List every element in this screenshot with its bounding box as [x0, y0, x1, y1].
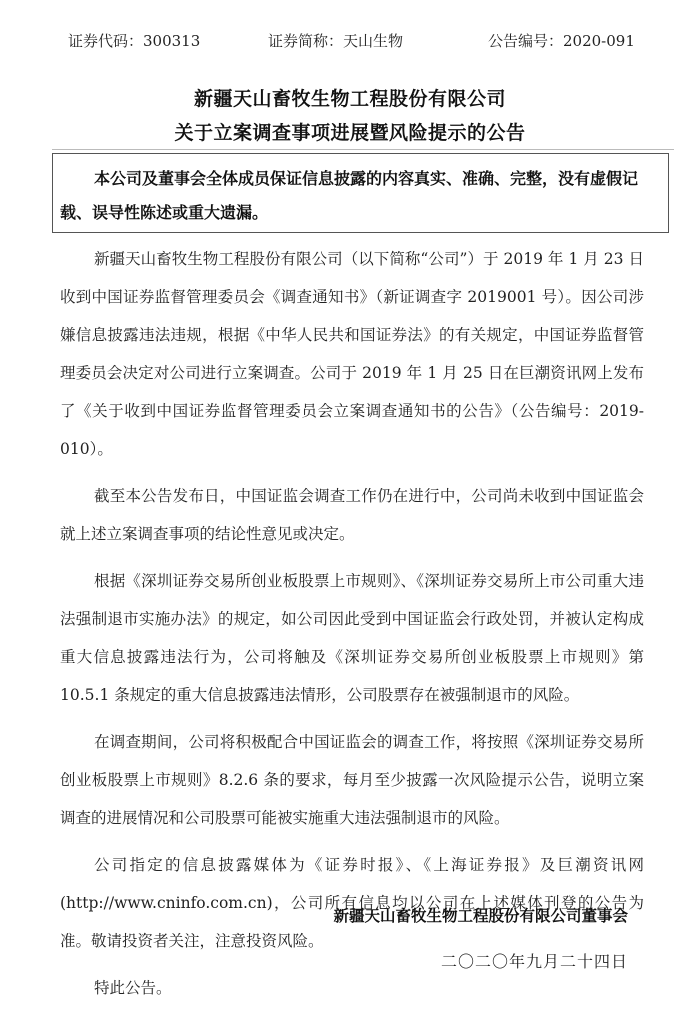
paragraph-investigation: 新疆天山畜牧生物工程股份有限公司（以下简称“公司”）于 2019 年 1 月 23 日收到中国证券监督管理委员会《调查通知书》（新证调查字 2019001 号）。因公司涉嫌信息披露违法违规，根据《中华人民共和国证券法》的有关规定，中国证券监督管理委员会决定对公司进行立案调查。公司于 2019 年 1 月 25 日在巨潮资讯网上发布了《关于收到中国证券监督管理委员会立案调查通知书的公告》（公告编号：2019-010）。	[60, 250, 644, 458]
document-header	[0, 30, 700, 54]
disclaimer-text: 本公司及董事会全体成员保证信息披露的内容真实、准确、完整，没有虚假记载、误导性陈述或重大遗漏。	[60, 169, 639, 222]
securities-name: 证券简称：天山生物	[268, 32, 404, 50]
title-divider	[52, 149, 674, 150]
paragraph-status: 截至本公告发布日，中国证监会调查工作仍在进行中，公司尚未收到中国证监会就上述立案调查事项的结论性意见或决定。	[60, 487, 644, 543]
company-title: 新疆天山畜牧生物工程股份有限公司	[193, 88, 506, 110]
announcement-body	[60, 240, 644, 1016]
paragraph-delisting-risk: 根据《深圳证券交易所创业板股票上市规则》、《深圳证券交易所上市公司重大违法强制退市实施办法》的规定，如公司因此受到中国证监会行政处罚，并被认定构成重大信息披露违法行为，公司将触及《深圳证券交易所创业板股票上市规则》第 10.5.1 条规定的重大信息披露违法情形，公司股票存在被强制退市的风险。	[60, 572, 644, 704]
disclaimer-box	[52, 153, 669, 233]
board-signature: 新疆天山畜牧生物工程股份有限公司董事会	[333, 907, 628, 925]
paragraph-media: 公司指定的信息披露媒体为《证券时报》、《上海证券报》及巨潮资讯网(http://www.cninfo.com.cn)，公司所有信息均以公司在上述媒体刊登的公告为准。敬请投资者关注，注意投资风险。	[60, 856, 644, 950]
announcement-title: 关于立案调查事项进展暨风险提示的公告	[174, 122, 526, 144]
paragraph-cooperation: 在调查期间，公司将积极配合中国证监会的调查工作，将按照《深圳证券交易所创业板股票上市规则》8.2.6 条的要求，每月至少披露一次风险提示公告，说明立案调查的进展情况和公司股票可能被实施重大违法强制退市的风险。	[60, 733, 644, 827]
announcement-date: 二〇二〇年九月二十四日	[440, 952, 628, 971]
announcement-number: 公告编号：2020-091	[488, 32, 635, 50]
securities-code: 证券代码：300313	[68, 32, 201, 50]
paragraph-closing: 特此公告。	[94, 979, 172, 997]
